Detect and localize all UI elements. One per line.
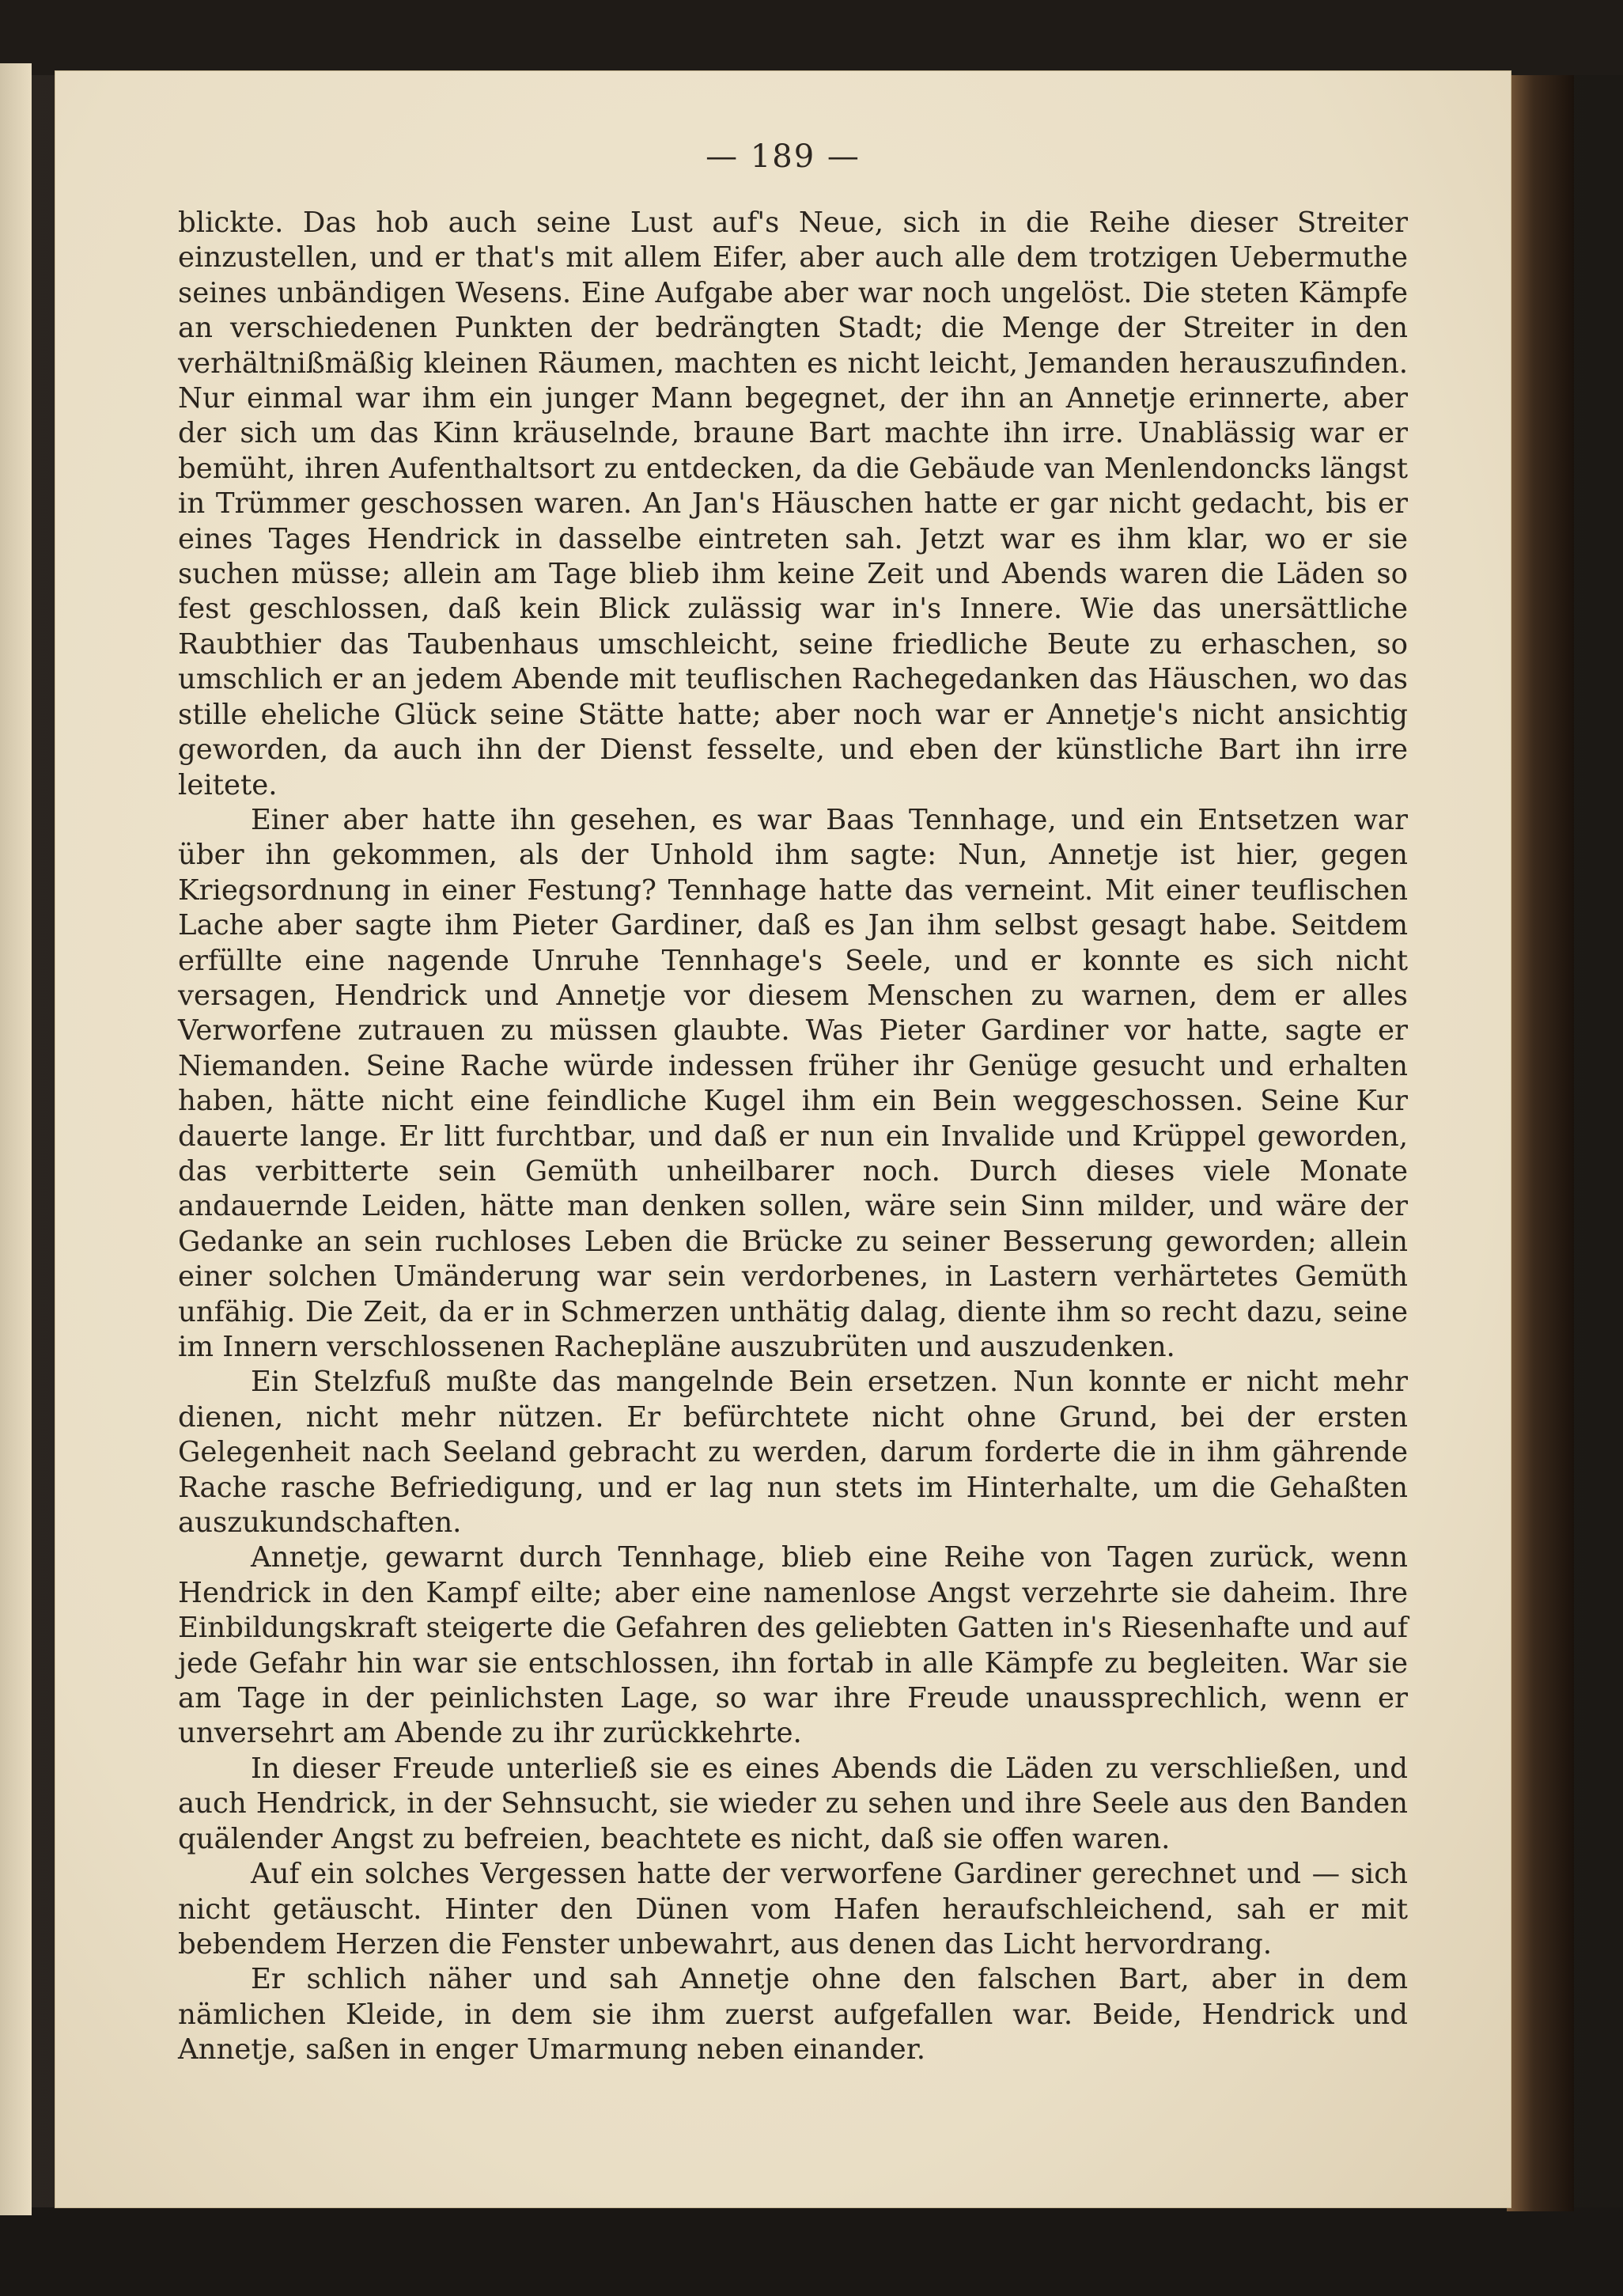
paragraph: Einer aber hatte ihn gesehen, es war Baas Tennhage, und ein Entsetzen war über ihn gekommen, als der Unhold ihm sagte: Nun, Annetje ist hier, gegen Kriegsordnung in einer Festung? Tennhage hatte das verneint. Mit einer teuflischen Lache aber sagte ihm Pieter Gardiner, daß es Jan ihm selbst gesagt habe. Seitdem erfüllte eine nagende Unruhe Tennhage's Seele, und er konnte es sich nicht versagen, Hendrick und Annetje vor diesem Menschen zu warnen, dem er alles Verworfene zutrauen zu müssen glaubte. Was Pieter Gardiner vor hatte, sagte er Niemanden. Seine Rache würde indessen früher ihr Genüge gesucht und erhalten haben, hätte nicht eine feindliche Kugel ihm ein Bein weggeschossen. Seine Kur dauerte lange. Er litt furchtbar, und daß er nun ein Invalide und Krüppel geworden, das verbitterte sein Gemüth unheilbarer noch. Durch dieses viele Monate andauernde Leiden, hätte man denken sollen, wäre sein Sinn milder, und wäre der Gedanke an sein ruchloses Leben die Brücke zu seiner Besserung geworden; allein einer solchen Umänderung war sein verdorbenes, in Lastern verhärtetes Gemüth unfähig. Die Zeit, da er in Schmerzen unthätig dalag, diente ihm so recht dazu, seine im Innern verschlossenen Rachepläne auszubrüten und auszudenken. [178, 803, 1408, 1363]
paragraph: Ein Stelzfuß mußte das mangelnde Bein ersetzen. Nun konnte er nicht mehr dienen, nicht mehr nützen. Er befürchtete nicht ohne Grund, bei der ersten Gelegenheit nach Seeland gebracht zu werden, darum forderte die in ihm gährende Rache rasche Befriedigung, und er lag nun stets im Hinterhalte, um die Gehaßten auszukundschaften. [178, 1366, 1408, 1540]
page-number: — 189 — [706, 138, 861, 175]
scan-bottom-edge [0, 2207, 1623, 2296]
body-text [178, 206, 1408, 2068]
scan-top-edge [0, 0, 1623, 75]
paragraph: Auf ein solches Vergessen hatte der verworfene Gardiner gerechnet und — sich nicht getäuscht. Hinter den Dünen vom Hafen heraufschleichend, sah er mit bebendem Herzen die Fenster unbewahrt, aus denen das Licht hervordrang. [178, 1858, 1408, 1961]
facing-page-edge [0, 63, 32, 2215]
paragraph: blickte. Das hob auch seine Lust auf's Neue, sich in die Reihe dieser Streiter einzustellen, und er that's mit allem Eifer, aber auch alle dem trotzigen Uebermuthe seines unbändigen Wesens. Eine Aufgabe aber war noch ungelöst. Die steten Kämpfe an verschiedenen Punkten der bedrängten Stadt; die Menge der Streiter in den verhältnißmäßig kleinen Räumen, machten es nicht leicht, Jemanden herauszufinden. Nur einmal war ihm ein junger Mann begegnet, der ihn an Annetje erinnerte, aber der sich um das Kinn kräuselnde, braune Bart machte ihn irre. Unablässig war er bemüht, ihren Aufenthaltsort zu entdecken, da die Gebäude van Menlendoncks längst in Trümmer geschossen waren. An Jan's Häuschen hatte er gar nicht gedacht, bis er eines Tages Hendrick in dasselbe eintreten sah. Jetzt war es ihm klar, wo er sie suchen müsse; allein am Tage blieb ihm keine Zeit und Abends waren die Läden so fest geschlossen, daß kein Blick zulässig war in's Innere. Wie das unersättliche Raubthier das Taubenhaus umschleicht, seine friedliche Beute zu erhaschen, so umschlich er an jedem Abende mit teuflischen Rachegedanken das Häuschen, wo das stille eheliche Glück seine Stätte hatte; aber noch war er Annetje's nicht ansichtig geworden, da auch ihn der Dienst fesselte, und eben der künstliche Bart ihn irre leitete. [178, 206, 1408, 801]
paragraph: Annetje, gewarnt durch Tennhage, blieb eine Reihe von Tagen zurück, wenn Hendrick in den Kampf eilte; aber eine namenlose Angst verzehrte sie daheim. Ihre Einbildungskraft steigerte die Gefahren des geliebten Gatten in's Riesenhafte und auf jede Gefahr hin war sie entschlossen, ihn fortab in alle Kämpfe zu begleiten. War sie am Tage in der peinlichsten Lage, so war ihre Freude unaussprechlich, wenn er unversehrt am Abende zu ihr zurückkehrte. [178, 1541, 1408, 1750]
paragraph: Er schlich näher und sah Annetje ohne den falschen Bart, aber in dem nämlichen Kleide, in dem sie ihm zuerst aufgefallen war. Beide, Hendrick und Annetje, saßen in enger Umarmung neben einander. [178, 1963, 1408, 2067]
book-page [55, 71, 1511, 2207]
paragraph: In dieser Freude unterließ sie es eines Abends die Läden zu verschließen, und auch Hendrick, in der Sehnsucht, sie wieder zu sehen und ihre Seele aus den Banden quälender Angst zu befreien, beachtete es nicht, daß sie offen waren. [178, 1752, 1408, 1855]
book-spine-edge [1507, 75, 1574, 2211]
